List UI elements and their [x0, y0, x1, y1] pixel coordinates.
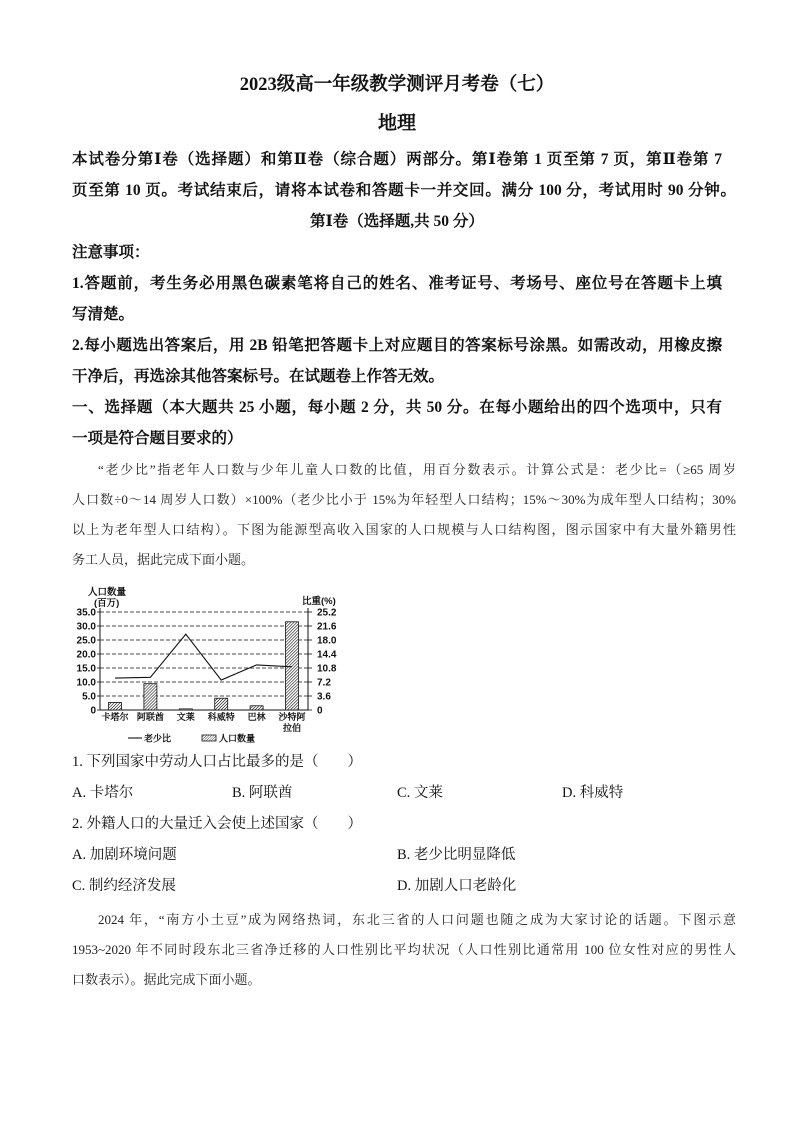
y-tick-label: 20.0: [76, 649, 96, 661]
legend-label: 老少比: [144, 733, 172, 744]
option-d: D. 科威特: [562, 785, 624, 801]
y2-tick-label: 21.6: [317, 621, 337, 633]
material-line: 2024 年，“南方小土豆”成为网络热词，东北三省的人口问题也随之成为大家讨论的话题。下图示意: [98, 912, 736, 927]
question-stem: 1. 下列国家中劳动人口占比最多的是（ ）: [72, 754, 362, 770]
y-axis-unit: (百万): [94, 598, 120, 609]
option-c: C. 制约经济发展: [72, 878, 176, 894]
y-tick-label: 35.0: [76, 607, 96, 619]
category-label: 阿联酋: [136, 712, 164, 722]
option-b: B. 阿联酋: [232, 785, 293, 801]
population-structure-chart: [76, 585, 350, 750]
question-stem: 2. 外籍人口的大量迁入会使上述国家（ ）: [72, 816, 362, 832]
intro-line: 页至第 10 页。考试结束后，请将本试卷和答题卡一并交回。满分 100 分，考试用时 90 分钟。: [72, 182, 736, 199]
y2-tick-label: 18.0: [317, 635, 337, 647]
category-label: 科威特: [207, 712, 235, 722]
material-paragraph-1: [72, 455, 736, 575]
option-a: A. 卡塔尔: [72, 785, 134, 801]
bar: [179, 709, 192, 710]
option-c: C. 文莱: [397, 785, 443, 801]
material-line: 务工人员，据此完成下面小题。: [72, 552, 255, 567]
question-options: [72, 778, 736, 809]
y-tick-label: 10.0: [76, 677, 96, 689]
material-line: 人口数÷0～14 周岁人口数）×100%（老少比小于 15%为年轻型人口结构；15%～30%为成年型人口结构；30%: [72, 492, 736, 507]
section-heading-line: 一项是符合题目要求的）: [72, 430, 243, 447]
material-line: “老少比”指老年人口数与少年儿童人口数的比值，用百分数表示。计算公式是：老少比=（≥65 周岁: [98, 462, 736, 477]
y2-tick-label: 0: [317, 705, 323, 717]
question-options: [72, 871, 736, 902]
intro-line: 本试卷分第Ⅰ卷（选择题）和第Ⅱ卷（综合题）两部分。第Ⅰ卷第 1 页至第 7 页，第Ⅱ卷第 7: [72, 151, 722, 168]
exam-instructions: [72, 144, 736, 454]
material-paragraph-2: [72, 905, 736, 995]
part-heading: 第Ⅰ卷（选择题,共 50 分）: [310, 213, 484, 230]
y-tick-label: 30.0: [76, 621, 96, 633]
material-line: 以上为老年型人口结构）。下图为能源型高收入国家的人口规模与人口结构图，图示国家中有大量外籍男性: [72, 522, 736, 537]
option-d: D. 加剧人口老龄化: [397, 878, 517, 894]
y2-tick-label: 14.4: [317, 649, 337, 661]
category-label: 卡塔尔: [101, 712, 129, 722]
y2-axis-title: 比重(%): [302, 596, 336, 607]
subject-title: 地理: [377, 113, 416, 134]
category-label: 拉伯: [282, 723, 302, 733]
y-tick-label: 5.0: [82, 691, 96, 703]
notice-item-line: 1.答题前，考生务必用黑色碳素笔将自己的姓名、准考证号、考场号、座位号在答题卡上填: [72, 275, 722, 292]
category-label: 文莱: [176, 712, 195, 722]
category-label: 沙特阿: [278, 712, 306, 722]
y-tick-label: 15.0: [76, 663, 96, 675]
y2-tick-label: 3.6: [317, 691, 331, 703]
category-label: 巴林: [247, 712, 266, 722]
material-line: 口数表示）。据此完成下面小题。: [72, 972, 261, 987]
notice-title: 注意事项：: [72, 244, 150, 261]
y-tick-label: 0: [90, 705, 96, 717]
option-b: B. 老少比明显降低: [397, 847, 516, 863]
notice-item-line: 写清楚。: [72, 306, 135, 323]
legend-label: 人口数量: [219, 733, 256, 744]
y-axis-title: 人口数量: [88, 587, 127, 598]
y2-tick-label: 7.2: [317, 677, 331, 689]
y2-tick-label: 25.2: [317, 607, 337, 619]
notice-item-line: 2.每小题选出答案后，用 2B 铅笔把答题卡上对应题目的答案标号涂黑。如需改动，用橡皮擦: [72, 337, 722, 354]
y-tick-label: 25.0: [76, 635, 96, 647]
questions-block: [72, 747, 736, 902]
exam-title: 2023级高一年级教学测评月考卷（七）: [239, 75, 555, 95]
question-options: [72, 840, 736, 871]
notice-item-line: 干净后，再选涂其他答案标号。在试题卷上作答无效。: [72, 368, 445, 385]
option-a: A. 加剧环境问题: [72, 847, 177, 863]
y2-tick-label: 10.8: [317, 663, 337, 675]
section-heading-line: 一、选择题（本大题共 25 小题，每小题 2 分，共 50 分。在每小题给出的四个选项中，只有: [72, 399, 722, 416]
line-series: [115, 634, 292, 680]
material-line: 1953~2020 年不同时段东北三省净迁移的人口性别比平均状况（人口性别比通常用 100 位女性对应的男性人: [72, 942, 736, 957]
